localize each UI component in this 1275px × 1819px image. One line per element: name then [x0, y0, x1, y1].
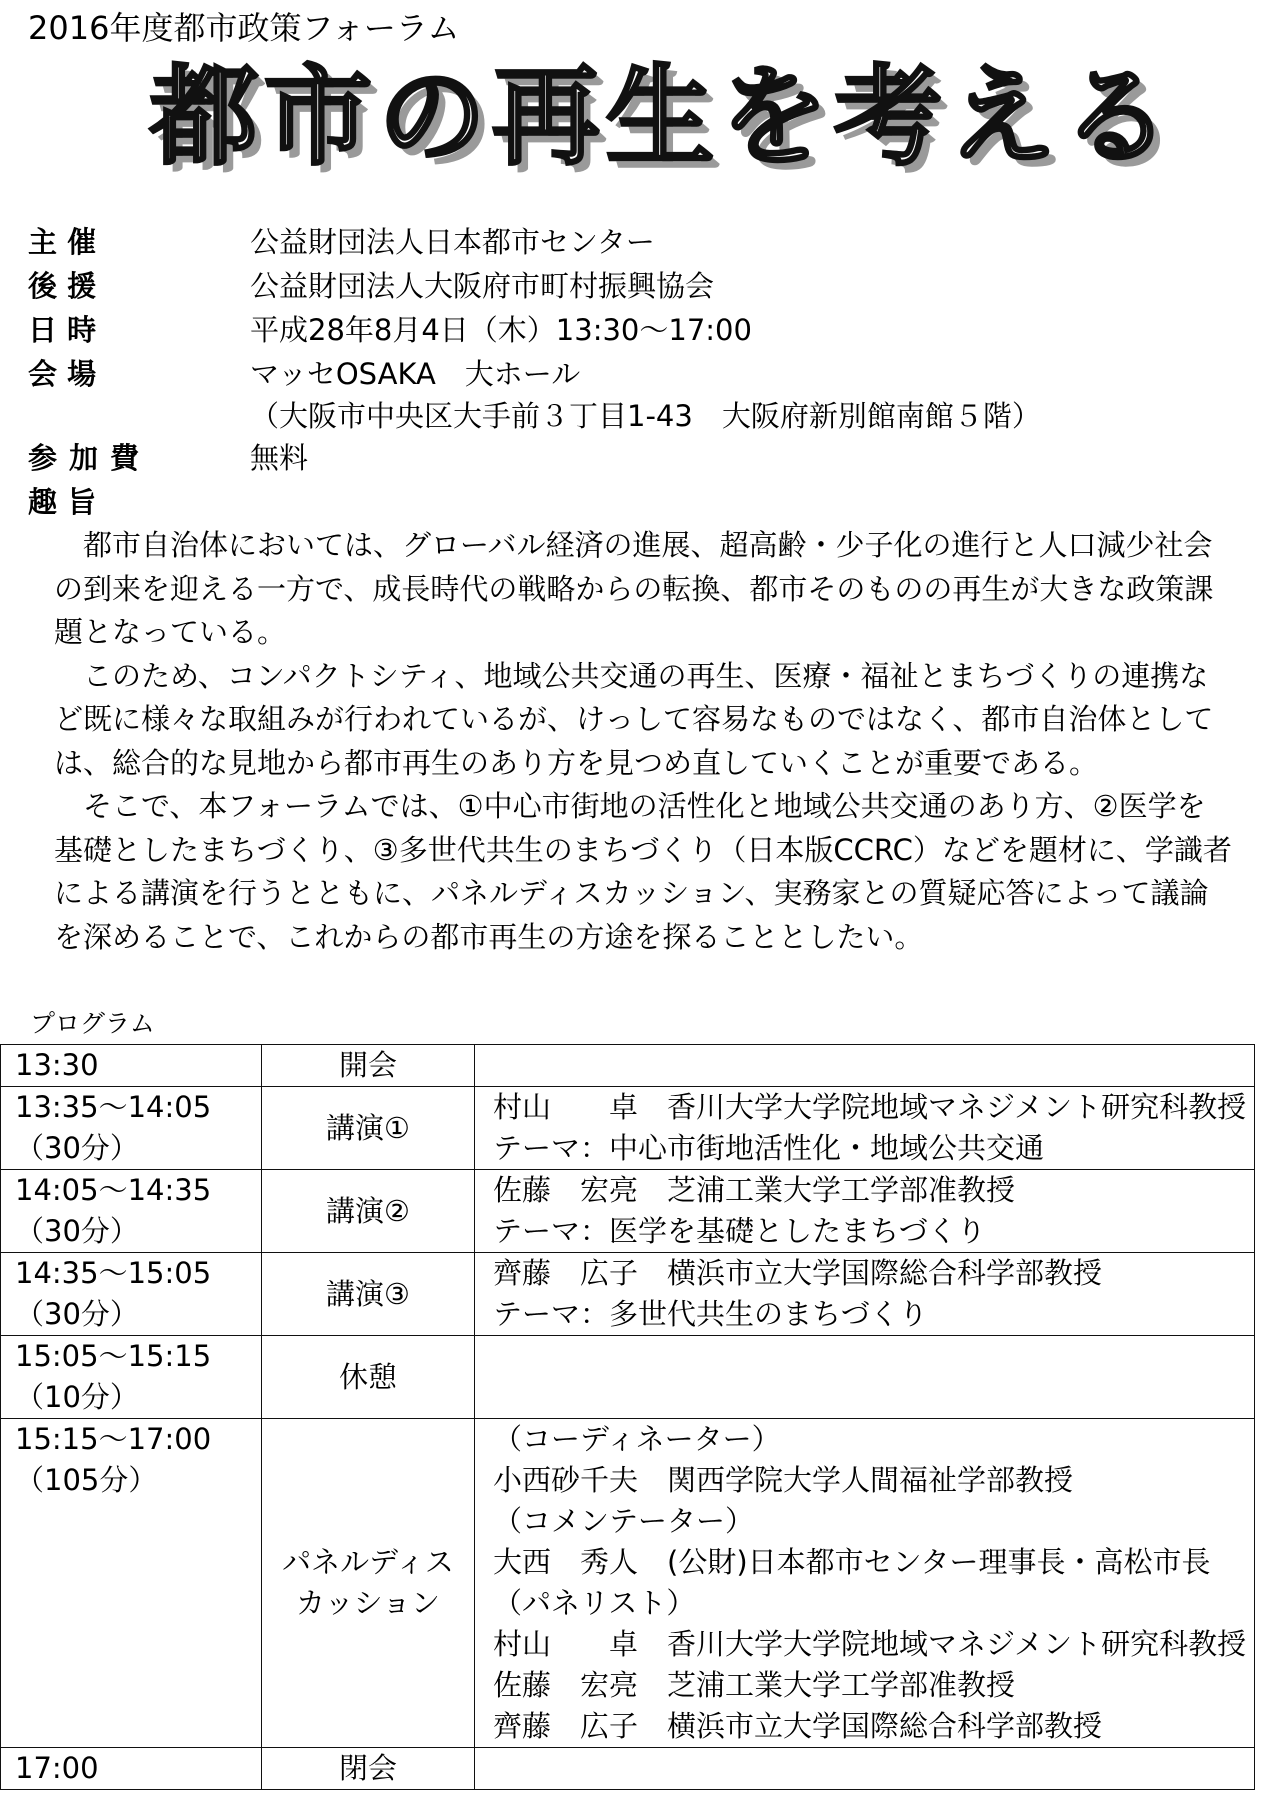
datetime-label: 日 時 [28, 313, 97, 347]
purpose-paragraph: そこで、本フォーラムでは、①中心市街地の活性化と地域公共交通のあり方、②医学を基礎としたまちづくり、③多世代共生のまちづくり（日本版CCRC）などを題材に、学識者による講演を行うとともに、パネルディスカッション、実務家との質疑応答によって議論を深めることで、これからの都市再生の方途を探ることとしたい。 [54, 789, 1232, 954]
venue-row [28, 352, 1248, 396]
forum-title: 2016年度都市政策フォーラム [28, 9, 460, 47]
event-cell [262, 1336, 475, 1419]
detail-cell-line: 佐藤 宏亮 芝浦工業大学工学部准教授 [493, 1173, 1016, 1207]
purpose-label: 趣 旨 [28, 485, 97, 519]
datetime-row [28, 308, 1248, 352]
venue-address: （大阪市中央区大手前３丁目1-43 大阪府新別館南館５階） [250, 399, 1041, 433]
event-cell-line: 講演① [326, 1110, 410, 1145]
datetime-value: 平成28年8月4日（木）13:30～17:00 [250, 313, 752, 347]
detail-cell [475, 1170, 1255, 1253]
detail-cell-line: テーマ：多世代共生のまちづくり [493, 1297, 928, 1331]
detail-cell [475, 1748, 1255, 1790]
event-cell-line: カッション [295, 1586, 441, 1620]
time-cell-line: 13:35～14:05 [15, 1090, 212, 1124]
time-cell-line: 14:35～15:05 [15, 1256, 212, 1290]
table-row [1, 1419, 1255, 1748]
detail-cell-line: （コメンテーター） [493, 1504, 755, 1538]
support-row [28, 264, 1248, 308]
purpose-paragraph: 都市自治体においては、グローバル経済の進展、超高齢・少子化の進行と人口減少社会の到来を迎える一方で、成長時代の戦略からの転換、都市そのものの再生が大きな政策課題となっている。 [54, 528, 1214, 649]
venue-address-row [28, 396, 1248, 436]
fee-value: 無料 [250, 441, 309, 475]
event-cell-line: 休憩 [338, 1359, 397, 1394]
detail-cell [475, 1419, 1255, 1748]
event-cell-line: 開会 [338, 1048, 397, 1082]
time-cell-line: （30分） [15, 1297, 139, 1331]
main-title: 都市の再生を考える [150, 55, 1177, 180]
fee-label: 参加費 [28, 441, 152, 475]
event-cell [262, 1170, 475, 1253]
organizer-label: 主 催 [28, 225, 97, 259]
detail-cell-line: 村山 卓 香川大学大学院地域マネジメント研究科教授 [493, 1090, 1247, 1124]
event-cell [262, 1087, 475, 1170]
event-cell-line: パネルディス [282, 1545, 454, 1579]
detail-cell-line: 村山 卓 香川大学大学院地域マネジメント研究科教授 [493, 1627, 1247, 1661]
purpose-row [28, 480, 1248, 524]
time-cell [1, 1253, 262, 1336]
organizer-value: 公益財団法人日本都市センター [250, 225, 655, 259]
table-row [1, 1253, 1255, 1336]
time-cell-line: 17:00 [15, 1751, 99, 1785]
table-row [1, 1087, 1255, 1170]
time-cell-line: 14:05～14:35 [15, 1173, 212, 1207]
time-cell-line: 15:05～15:15 [15, 1339, 212, 1373]
time-cell [1, 1336, 262, 1419]
time-cell-line: 15:15～17:00 [15, 1422, 212, 1456]
detail-cell-line: 小西砂千夫 関西学院大学人間福祉学部教授 [493, 1463, 1074, 1497]
event-cell [262, 1045, 475, 1087]
event-cell-line: 閉会 [338, 1751, 397, 1785]
fee-row [28, 436, 1248, 480]
detail-cell-line: テーマ：中心市街地活性化・地域公共交通 [493, 1131, 1045, 1165]
table-row [1, 1748, 1255, 1790]
event-cell [262, 1419, 475, 1748]
detail-cell [475, 1045, 1255, 1087]
table-row [1, 1336, 1255, 1419]
detail-cell-line: 大西 秀人 (公財)日本都市センター理事長・高松市長 [493, 1545, 1211, 1579]
time-cell-line: （30分） [15, 1131, 139, 1165]
detail-cell-line: 佐藤 宏亮 芝浦工業大学工学部准教授 [493, 1668, 1016, 1702]
time-cell-line: （10分） [15, 1380, 139, 1414]
detail-cell [475, 1087, 1255, 1170]
event-cell [262, 1748, 475, 1790]
table-row [1, 1045, 1255, 1087]
detail-cell-line: テーマ：医学を基礎としたまちづくり [493, 1214, 986, 1248]
time-cell [1, 1748, 262, 1790]
detail-cell-line: （コーディネーター） [493, 1422, 781, 1456]
detail-cell [475, 1336, 1255, 1419]
table-row [1, 1170, 1255, 1253]
program-label: プログラム [30, 1009, 155, 1038]
event-cell-line: 講演③ [326, 1276, 410, 1311]
organizer-row [28, 220, 1248, 264]
time-cell [1, 1170, 262, 1253]
time-cell-line: （30分） [15, 1214, 139, 1248]
support-label: 後 援 [28, 269, 97, 303]
event-info [28, 220, 1248, 524]
support-value: 公益財団法人大阪府市町村振興協会 [250, 269, 715, 303]
event-cell-line: 講演② [326, 1193, 410, 1228]
time-cell [1, 1045, 262, 1087]
time-cell-line: 13:30 [15, 1048, 99, 1082]
program-table [0, 1044, 1255, 1790]
purpose-paragraph: このため、コンパクトシティ、地域公共交通の再生、医療・福祉とまちづくりの連携など既に様々な取組みが行われているが、けっして容易なものではなく、都市自治体としては、総合的な見地から都市再生のあり方を見つめ直していくことが重要である。 [54, 658, 1214, 780]
event-cell [262, 1253, 475, 1336]
purpose-text [54, 524, 1234, 959]
detail-cell-line: 齊藤 広子 横浜市立大学国際総合科学部教授 [493, 1256, 1103, 1290]
time-cell [1, 1087, 262, 1170]
detail-cell-line: （パネリスト） [493, 1586, 696, 1620]
time-cell [1, 1419, 262, 1748]
detail-cell [475, 1253, 1255, 1336]
venue-label: 会 場 [28, 357, 97, 391]
time-cell-line: （105分） [15, 1463, 158, 1497]
venue-value: マッセOSAKA 大ホール [250, 357, 581, 391]
detail-cell-line: 齊藤 広子 横浜市立大学国際総合科学部教授 [493, 1709, 1103, 1743]
